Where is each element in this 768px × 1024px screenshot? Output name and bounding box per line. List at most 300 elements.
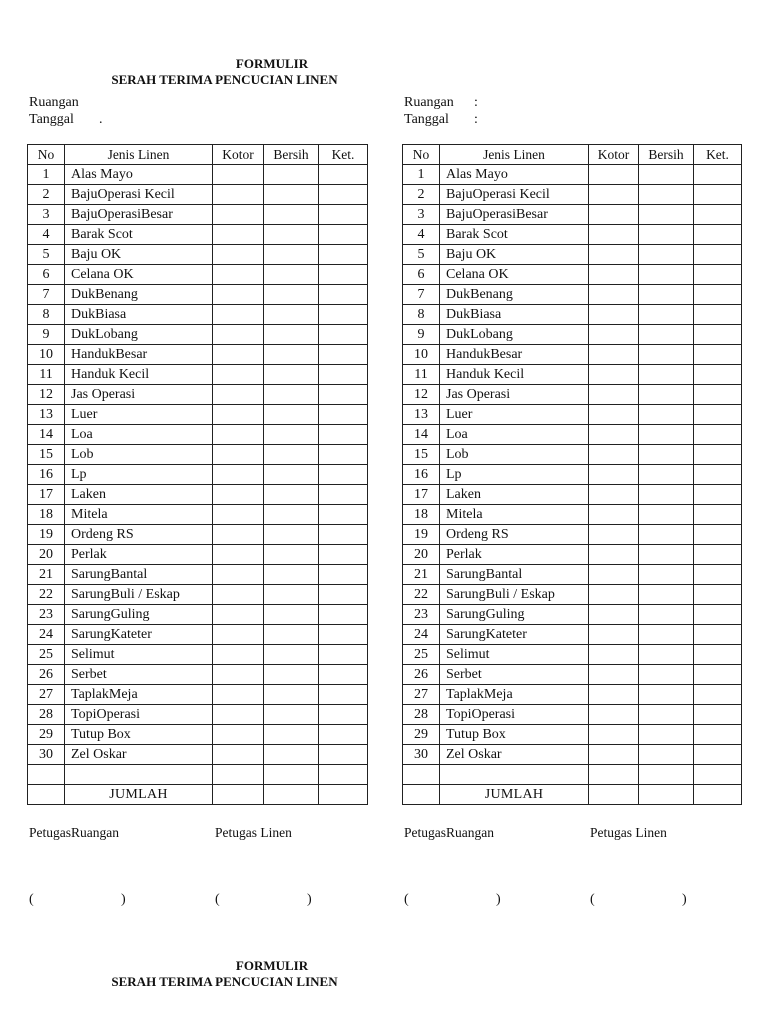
ket-cell[interactable] xyxy=(694,265,742,285)
title-line-2: SERAH TERIMA PENCUCIAN LINEN xyxy=(111,974,338,989)
ket-cell[interactable] xyxy=(694,725,742,745)
ket-cell[interactable] xyxy=(694,305,742,325)
bersih-cell[interactable] xyxy=(639,465,694,485)
total-ket-cell[interactable] xyxy=(319,785,368,805)
kotor-cell[interactable] xyxy=(589,485,639,505)
kotor-cell[interactable] xyxy=(213,565,264,585)
kotor-cell[interactable] xyxy=(589,605,639,625)
linen-name: Loa xyxy=(440,425,589,445)
ket-cell[interactable] xyxy=(319,565,368,585)
table-row xyxy=(403,345,742,365)
row-number: 5 xyxy=(403,245,440,265)
kotor-cell[interactable] xyxy=(589,725,639,745)
bersih-cell[interactable] xyxy=(264,605,319,625)
ket-cell[interactable] xyxy=(694,385,742,405)
kotor-cell[interactable] xyxy=(213,365,264,385)
table-row xyxy=(28,525,368,545)
kotor-cell[interactable] xyxy=(213,705,264,725)
bersih-cell[interactable] xyxy=(264,465,319,485)
table-row xyxy=(28,545,368,565)
kotor-cell[interactable] xyxy=(589,465,639,485)
linen-name: BajuOperasiBesar xyxy=(65,205,213,225)
bersih-cell[interactable] xyxy=(639,285,694,305)
kotor-cell[interactable] xyxy=(213,245,264,265)
row-number: 10 xyxy=(403,345,440,365)
linen-name: DukBenang xyxy=(65,285,213,305)
kotor-cell[interactable] xyxy=(213,185,264,205)
linen-name: DukLobang xyxy=(65,325,213,345)
bersih-cell[interactable] xyxy=(639,205,694,225)
bersih-cell[interactable] xyxy=(264,265,319,285)
total-bersih-cell[interactable] xyxy=(639,785,694,805)
bersih-cell[interactable] xyxy=(264,345,319,365)
column-header: Kotor xyxy=(213,145,264,165)
ket-cell[interactable] xyxy=(319,625,368,645)
bersih-cell[interactable] xyxy=(639,445,694,465)
ket-cell[interactable] xyxy=(319,245,368,265)
kotor-cell[interactable] xyxy=(589,645,639,665)
ket-cell[interactable] xyxy=(694,645,742,665)
kotor-cell[interactable] xyxy=(589,165,639,185)
ket-cell[interactable] xyxy=(319,425,368,445)
linen-name: Jas Operasi xyxy=(440,385,589,405)
petugas-ruangan-label: PetugasRuangan xyxy=(29,825,119,840)
table-row xyxy=(28,345,368,365)
column-header: Ket. xyxy=(694,145,742,165)
blank-cell[interactable] xyxy=(589,765,639,785)
row-number: 2 xyxy=(28,185,65,205)
bersih-cell[interactable] xyxy=(264,725,319,745)
row-number: 28 xyxy=(403,705,440,725)
linen-name: Lp xyxy=(440,465,589,485)
linen-name: DukLobang xyxy=(440,325,589,345)
ket-cell[interactable] xyxy=(319,385,368,405)
linen-name: HandukBesar xyxy=(65,345,213,365)
bersih-cell[interactable] xyxy=(639,385,694,405)
row-number: 26 xyxy=(28,665,65,685)
table-row xyxy=(28,425,368,445)
kotor-cell[interactable] xyxy=(589,185,639,205)
total-kotor-cell[interactable] xyxy=(213,785,264,805)
bersih-cell[interactable] xyxy=(639,245,694,265)
table-row xyxy=(403,505,742,525)
kotor-cell[interactable] xyxy=(589,505,639,525)
table-row xyxy=(403,485,742,505)
bersih-cell[interactable] xyxy=(264,665,319,685)
ket-cell[interactable] xyxy=(319,205,368,225)
linen-name: Handuk Kecil xyxy=(65,365,213,385)
kotor-cell[interactable] xyxy=(589,305,639,325)
row-number: 3 xyxy=(28,205,65,225)
bersih-cell[interactable] xyxy=(264,165,319,185)
ket-cell[interactable] xyxy=(694,245,742,265)
linen-name: Serbet xyxy=(440,665,589,685)
bersih-cell[interactable] xyxy=(264,625,319,645)
bersih-cell[interactable] xyxy=(639,225,694,245)
table-row xyxy=(28,205,368,225)
table-row xyxy=(403,285,742,305)
bersih-cell[interactable] xyxy=(639,305,694,325)
ket-cell[interactable] xyxy=(694,745,742,765)
kotor-cell[interactable] xyxy=(213,325,264,345)
ket-cell[interactable] xyxy=(694,605,742,625)
kotor-cell[interactable] xyxy=(589,385,639,405)
linen-name: DukBenang xyxy=(440,285,589,305)
kotor-cell[interactable] xyxy=(589,585,639,605)
blank-cell[interactable] xyxy=(264,765,319,785)
ket-cell[interactable] xyxy=(319,265,368,285)
row-number: 6 xyxy=(403,265,440,285)
signature-open-paren: ( xyxy=(215,892,220,907)
ket-cell[interactable] xyxy=(319,605,368,625)
row-number: 9 xyxy=(28,325,65,345)
bersih-cell[interactable] xyxy=(264,545,319,565)
bersih-cell[interactable] xyxy=(639,545,694,565)
blank-cell[interactable] xyxy=(639,765,694,785)
row-number: 19 xyxy=(28,525,65,545)
row-number: 11 xyxy=(28,365,65,385)
kotor-cell[interactable] xyxy=(213,305,264,325)
table-row xyxy=(28,265,368,285)
kotor-cell[interactable] xyxy=(589,325,639,345)
bersih-cell[interactable] xyxy=(639,345,694,365)
total-kotor-cell[interactable] xyxy=(589,785,639,805)
row-number: 4 xyxy=(403,225,440,245)
linen-name: Selimut xyxy=(65,645,213,665)
total-ket-cell[interactable] xyxy=(694,785,742,805)
ket-cell[interactable] xyxy=(319,225,368,245)
ket-cell[interactable] xyxy=(694,705,742,725)
bersih-cell[interactable] xyxy=(639,365,694,385)
ket-cell[interactable] xyxy=(694,685,742,705)
bersih-cell[interactable] xyxy=(264,505,319,525)
row-number: 20 xyxy=(403,545,440,565)
linen-name: Laken xyxy=(65,485,213,505)
table-row xyxy=(403,425,742,445)
bersih-cell[interactable] xyxy=(639,565,694,585)
bersih-cell[interactable] xyxy=(264,445,319,465)
table-row xyxy=(28,505,368,525)
ket-cell[interactable] xyxy=(319,745,368,765)
kotor-cell[interactable] xyxy=(589,565,639,585)
column-header: Bersih xyxy=(639,145,694,165)
ket-cell[interactable] xyxy=(319,465,368,485)
form-title xyxy=(92,56,357,88)
bersih-cell[interactable] xyxy=(639,585,694,605)
title-line-2: SERAH TERIMA PENCUCIAN LINEN xyxy=(111,72,338,87)
ket-cell[interactable] xyxy=(319,645,368,665)
kotor-cell[interactable] xyxy=(213,665,264,685)
kotor-cell[interactable] xyxy=(589,365,639,385)
bersih-cell[interactable] xyxy=(264,645,319,665)
kotor-cell[interactable] xyxy=(213,265,264,285)
row-number: 10 xyxy=(28,345,65,365)
kotor-cell[interactable] xyxy=(213,465,264,485)
ket-cell[interactable] xyxy=(694,365,742,385)
ket-cell[interactable] xyxy=(319,705,368,725)
ket-cell[interactable] xyxy=(694,345,742,365)
signature-close-paren: ) xyxy=(307,892,312,907)
bersih-cell[interactable] xyxy=(264,305,319,325)
linen-name: Ordeng RS xyxy=(440,525,589,545)
title-line-1: FORMULIR xyxy=(235,958,309,973)
bersih-cell[interactable] xyxy=(264,405,319,425)
ket-cell[interactable] xyxy=(319,165,368,185)
kotor-cell[interactable] xyxy=(213,385,264,405)
row-number: 23 xyxy=(403,605,440,625)
kotor-cell[interactable] xyxy=(213,525,264,545)
linen-name: HandukBesar xyxy=(440,345,589,365)
table-row xyxy=(28,565,368,585)
linen-name: TopiOperasi xyxy=(440,705,589,725)
bersih-cell[interactable] xyxy=(264,585,319,605)
bersih-cell[interactable] xyxy=(264,565,319,585)
tanggal-separator: : xyxy=(474,112,478,127)
linen-name: SarungGuling xyxy=(440,605,589,625)
ket-cell[interactable] xyxy=(694,285,742,305)
kotor-cell[interactable] xyxy=(213,585,264,605)
blank-cell[interactable] xyxy=(694,765,742,785)
bersih-cell[interactable] xyxy=(264,365,319,385)
ket-cell[interactable] xyxy=(319,365,368,385)
ruangan-separator: : xyxy=(474,95,478,110)
bersih-cell[interactable] xyxy=(639,265,694,285)
kotor-cell[interactable] xyxy=(213,685,264,705)
bersih-cell[interactable] xyxy=(264,285,319,305)
bersih-cell[interactable] xyxy=(639,165,694,185)
row-number: 27 xyxy=(403,685,440,705)
ket-cell[interactable] xyxy=(694,585,742,605)
bersih-cell[interactable] xyxy=(264,185,319,205)
ket-cell[interactable] xyxy=(694,465,742,485)
blank-cell[interactable] xyxy=(319,765,368,785)
signature-close-paren: ) xyxy=(682,892,687,907)
kotor-cell[interactable] xyxy=(589,265,639,285)
row-number: 13 xyxy=(403,405,440,425)
ket-cell[interactable] xyxy=(694,665,742,685)
kotor-cell[interactable] xyxy=(213,405,264,425)
bersih-cell[interactable] xyxy=(264,525,319,545)
ket-cell[interactable] xyxy=(694,205,742,225)
left-ruangan-row xyxy=(29,95,109,112)
row-number: 18 xyxy=(28,505,65,525)
linen-name: SarungKateter xyxy=(65,625,213,645)
kotor-cell[interactable] xyxy=(589,405,639,425)
bersih-cell[interactable] xyxy=(264,385,319,405)
ket-cell[interactable] xyxy=(694,565,742,585)
bersih-cell[interactable] xyxy=(264,205,319,225)
bersih-cell[interactable] xyxy=(639,425,694,445)
bersih-cell[interactable] xyxy=(639,645,694,665)
form-title-next xyxy=(92,958,357,990)
bersih-cell[interactable] xyxy=(639,745,694,765)
ket-cell[interactable] xyxy=(694,505,742,525)
row-number: 22 xyxy=(403,585,440,605)
ket-cell[interactable] xyxy=(319,525,368,545)
row-number: 24 xyxy=(403,625,440,645)
linen-name: SarungBuli / Eskap xyxy=(65,585,213,605)
ket-cell[interactable] xyxy=(694,485,742,505)
kotor-cell[interactable] xyxy=(589,705,639,725)
ket-cell[interactable] xyxy=(319,485,368,505)
ket-cell[interactable] xyxy=(694,325,742,345)
table-row xyxy=(403,385,742,405)
kotor-cell[interactable] xyxy=(589,245,639,265)
kotor-cell[interactable] xyxy=(213,505,264,525)
ket-cell[interactable] xyxy=(319,305,368,325)
jumlah-label: JUMLAH xyxy=(65,785,213,805)
blank-cell xyxy=(403,785,440,805)
ket-cell[interactable] xyxy=(694,405,742,425)
right-meta xyxy=(404,95,484,129)
table-row xyxy=(28,485,368,505)
table-header-row xyxy=(403,145,742,165)
bersih-cell[interactable] xyxy=(264,225,319,245)
total-bersih-cell[interactable] xyxy=(264,785,319,805)
row-number: 23 xyxy=(28,605,65,625)
petugas-ruangan-label: PetugasRuangan xyxy=(404,825,494,840)
ket-cell[interactable] xyxy=(319,185,368,205)
kotor-cell[interactable] xyxy=(589,625,639,645)
table-row xyxy=(403,685,742,705)
linen-name: Laken xyxy=(440,485,589,505)
jumlah-row xyxy=(403,785,742,805)
bersih-cell[interactable] xyxy=(639,605,694,625)
ket-cell[interactable] xyxy=(319,505,368,525)
kotor-cell[interactable] xyxy=(213,625,264,645)
ket-cell[interactable] xyxy=(694,545,742,565)
kotor-cell[interactable] xyxy=(589,525,639,545)
bersih-cell[interactable] xyxy=(639,525,694,545)
bersih-cell[interactable] xyxy=(639,665,694,685)
column-header: Jenis Linen xyxy=(65,145,213,165)
ket-cell[interactable] xyxy=(694,185,742,205)
row-number: 30 xyxy=(403,745,440,765)
row-number: 8 xyxy=(28,305,65,325)
bersih-cell[interactable] xyxy=(639,725,694,745)
ket-cell[interactable] xyxy=(319,725,368,745)
kotor-cell[interactable] xyxy=(589,425,639,445)
linen-name: Lp xyxy=(65,465,213,485)
bersih-cell[interactable] xyxy=(639,325,694,345)
ket-cell[interactable] xyxy=(694,425,742,445)
row-number: 8 xyxy=(403,305,440,325)
ket-cell[interactable] xyxy=(319,665,368,685)
row-number: 29 xyxy=(28,725,65,745)
linen-name: Jas Operasi xyxy=(65,385,213,405)
kotor-cell[interactable] xyxy=(589,745,639,765)
linen-name: Mitela xyxy=(65,505,213,525)
row-number: 3 xyxy=(403,205,440,225)
linen-table-right xyxy=(402,144,742,805)
kotor-cell[interactable] xyxy=(589,345,639,365)
bersih-cell[interactable] xyxy=(264,425,319,445)
kotor-cell[interactable] xyxy=(589,665,639,685)
table-row xyxy=(403,625,742,645)
bersih-cell[interactable] xyxy=(639,505,694,525)
ket-cell[interactable] xyxy=(319,445,368,465)
row-number: 29 xyxy=(403,725,440,745)
kotor-cell[interactable] xyxy=(589,225,639,245)
table-row xyxy=(28,165,368,185)
ket-cell[interactable] xyxy=(694,525,742,545)
bersih-cell[interactable] xyxy=(639,685,694,705)
kotor-cell[interactable] xyxy=(213,165,264,185)
table-row xyxy=(403,225,742,245)
bersih-cell[interactable] xyxy=(639,405,694,425)
kotor-cell[interactable] xyxy=(213,645,264,665)
bersih-cell[interactable] xyxy=(264,245,319,265)
row-number: 2 xyxy=(403,185,440,205)
row-number: 21 xyxy=(403,565,440,585)
bersih-cell[interactable] xyxy=(639,485,694,505)
bersih-cell[interactable] xyxy=(264,325,319,345)
kotor-cell[interactable] xyxy=(213,545,264,565)
ket-cell[interactable] xyxy=(319,545,368,565)
row-number: 25 xyxy=(403,645,440,665)
table-row xyxy=(28,665,368,685)
linen-name: Ordeng RS xyxy=(65,525,213,545)
kotor-cell[interactable] xyxy=(213,485,264,505)
linen-name: DukBiasa xyxy=(440,305,589,325)
bersih-cell[interactable] xyxy=(264,745,319,765)
kotor-cell[interactable] xyxy=(589,205,639,225)
row-number: 14 xyxy=(403,425,440,445)
ket-cell[interactable] xyxy=(319,285,368,305)
ket-cell[interactable] xyxy=(694,445,742,465)
row-number: 17 xyxy=(403,485,440,505)
ket-cell[interactable] xyxy=(694,225,742,245)
ket-cell[interactable] xyxy=(694,165,742,185)
linen-name: Baju OK xyxy=(440,245,589,265)
ket-cell[interactable] xyxy=(319,405,368,425)
table-row xyxy=(28,445,368,465)
ket-cell[interactable] xyxy=(319,345,368,365)
ket-cell[interactable] xyxy=(694,625,742,645)
kotor-cell[interactable] xyxy=(589,445,639,465)
kotor-cell[interactable] xyxy=(213,425,264,445)
linen-name: DukBiasa xyxy=(65,305,213,325)
ket-cell[interactable] xyxy=(319,325,368,345)
blank-cell[interactable] xyxy=(213,765,264,785)
kotor-cell[interactable] xyxy=(213,225,264,245)
table-row xyxy=(28,185,368,205)
bersih-cell[interactable] xyxy=(639,185,694,205)
kotor-cell[interactable] xyxy=(213,725,264,745)
kotor-cell[interactable] xyxy=(213,205,264,225)
blank-cell xyxy=(28,765,65,785)
kotor-cell[interactable] xyxy=(213,745,264,765)
row-number: 5 xyxy=(28,245,65,265)
linen-name: Lob xyxy=(440,445,589,465)
kotor-cell[interactable] xyxy=(213,345,264,365)
signature-close-paren: ) xyxy=(496,892,501,907)
kotor-cell[interactable] xyxy=(213,445,264,465)
kotor-cell[interactable] xyxy=(589,545,639,565)
bersih-cell[interactable] xyxy=(264,485,319,505)
ket-cell[interactable] xyxy=(319,585,368,605)
ket-cell[interactable] xyxy=(319,685,368,705)
kotor-cell[interactable] xyxy=(213,285,264,305)
bersih-cell[interactable] xyxy=(264,705,319,725)
bersih-cell[interactable] xyxy=(264,685,319,705)
bersih-cell[interactable] xyxy=(639,625,694,645)
table-row xyxy=(403,445,742,465)
kotor-cell[interactable] xyxy=(589,285,639,305)
bersih-cell[interactable] xyxy=(639,705,694,725)
kotor-cell[interactable] xyxy=(589,685,639,705)
kotor-cell[interactable] xyxy=(213,605,264,625)
